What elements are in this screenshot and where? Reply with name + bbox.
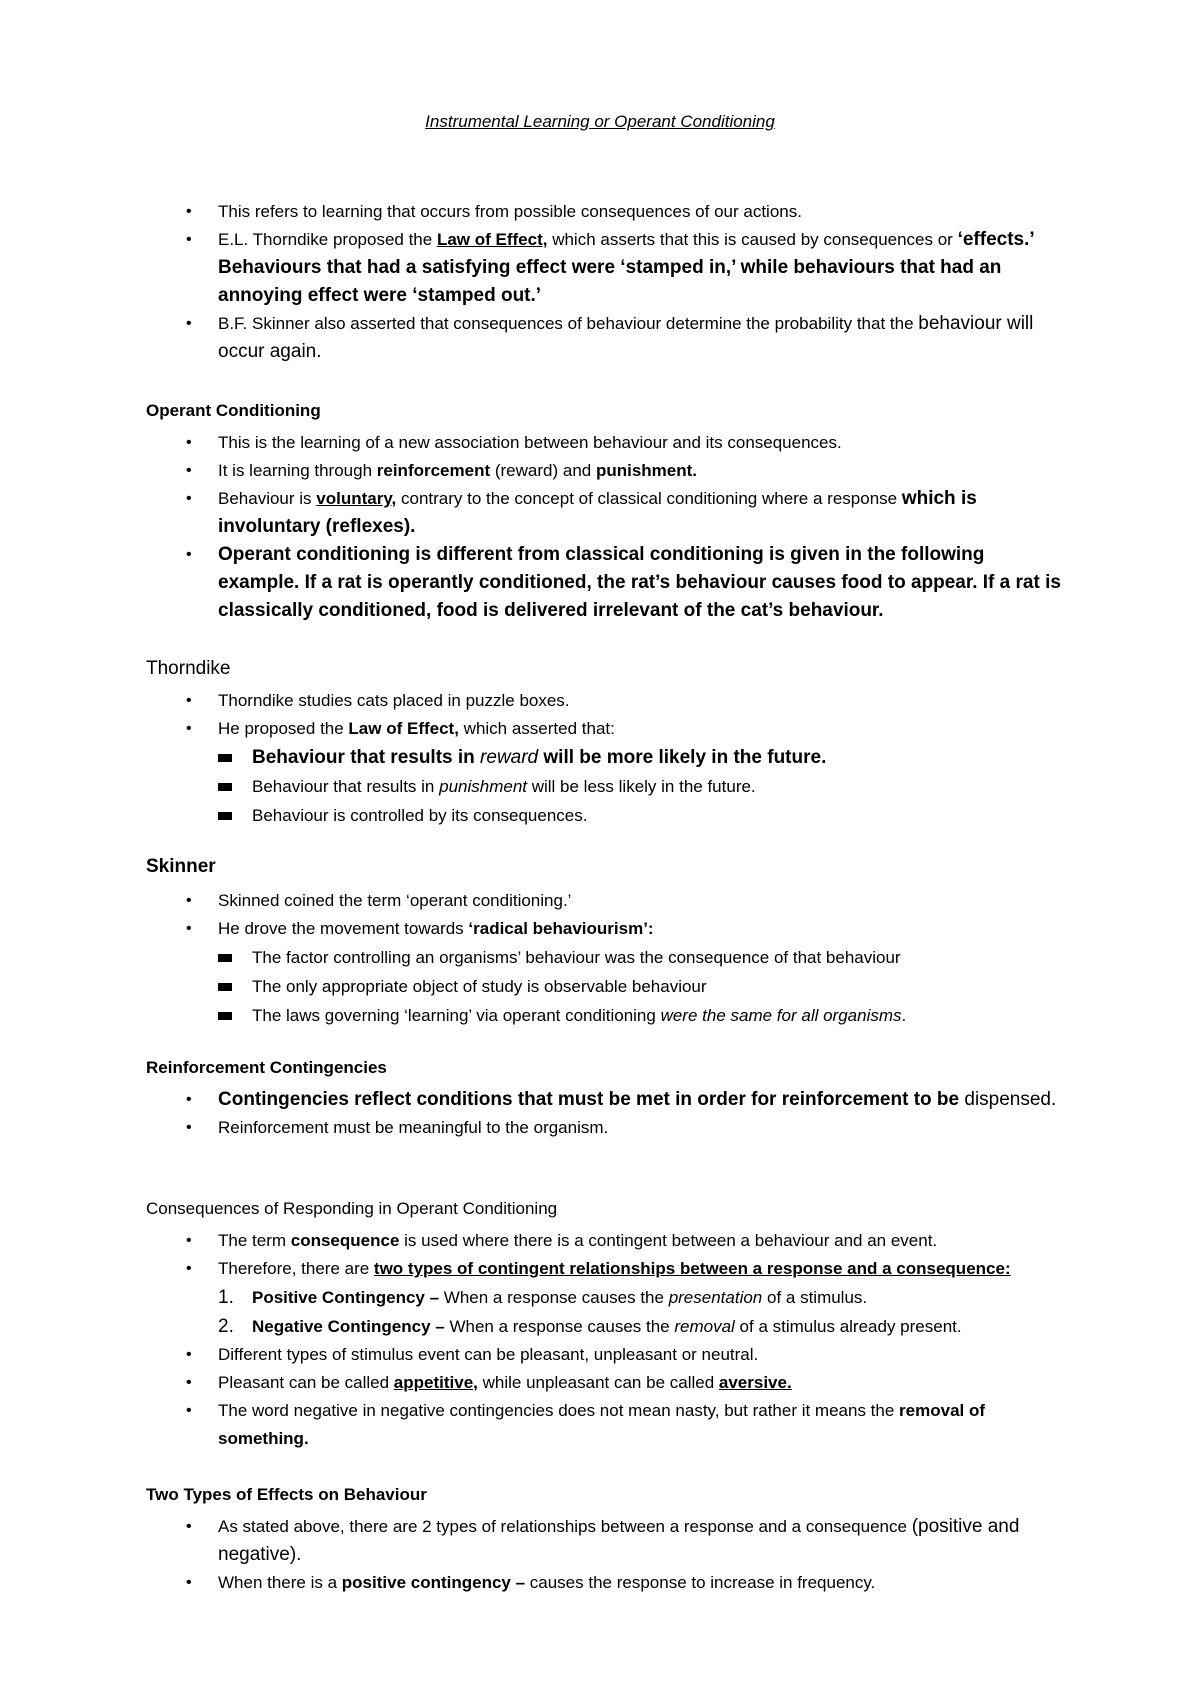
law-of-effect-term: Law of Effect,	[348, 719, 459, 738]
bullet-text: He proposed the	[218, 719, 349, 738]
list-item	[186, 310, 1066, 366]
list-item	[186, 541, 1066, 625]
sub-bullet-text: The laws governing ‘learning’ via operant conditioning	[252, 1006, 661, 1025]
bullet-text: which asserts that this is caused by consequences or	[547, 230, 958, 249]
bullet-text: E.L. Thorndike proposed the	[218, 230, 437, 249]
bullet-text: is used where there is a contingent between a behaviour and an event.	[399, 1231, 938, 1250]
skinner-list	[186, 887, 1066, 1030]
list-item	[186, 226, 1066, 310]
bullet-text: B.F. Skinner also asserted that consequences of behaviour determine the probability that the	[218, 314, 919, 333]
bullet-text: He drove the movement towards	[218, 919, 469, 938]
section-heading-operant-conditioning: Operant Conditioning	[146, 401, 321, 420]
document-title: Instrumental Learning or Operant Conditioning	[425, 112, 775, 131]
bullet-text-emphasis: Contingencies reflect conditions that must be met in order for reinforcement to be	[218, 1089, 965, 1110]
bullet-text: When there is a	[218, 1573, 342, 1592]
item-text: When a response causes the	[439, 1288, 669, 1307]
reinforcement-list	[186, 1086, 1066, 1142]
term-positive-contingency: Positive Contingency –	[252, 1288, 440, 1307]
item-text: of a stimulus.	[762, 1288, 868, 1307]
bullet-text: dispensed.	[964, 1089, 1057, 1110]
list-item	[186, 1569, 1066, 1597]
bullet-text: This is the learning of a new association between behaviour and its consequences.	[218, 433, 842, 452]
sub-list-item	[218, 743, 1066, 772]
list-item	[186, 1513, 1066, 1569]
term-contingent-relationships: two types of contingent relationships between a response and a consequence:	[373, 1259, 1011, 1278]
item-number: 1.	[218, 1287, 234, 1308]
sub-bullet-text: will be less likely in the future.	[527, 777, 756, 796]
sub-bullet-italic: reward	[480, 747, 539, 768]
bullet-text: The word negative in negative contingencies does not mean nasty, but rather it means the	[218, 1401, 900, 1420]
bullet-text: while unpleasant can be called	[477, 1373, 719, 1392]
bullet-text: Thorndike studies cats placed in puzzle boxes.	[218, 691, 570, 710]
section-heading-two-types-of-effects: Two Types of Effects on Behaviour	[146, 1485, 427, 1504]
list-item	[186, 915, 1066, 1030]
thorndike-list	[186, 687, 1066, 830]
sub-bullet-text: .	[901, 1006, 907, 1025]
list-item	[186, 887, 1066, 915]
bullet-text: As stated above, there are 2 types of relationships between a response and a consequence	[218, 1517, 912, 1536]
bullet-text: Different types of stimulus event can be pleasant, unpleasant or neutral.	[218, 1345, 759, 1364]
term-reinforcement: reinforcement	[376, 461, 491, 480]
list-item	[186, 429, 1066, 457]
sub-bullet-text: will be more likely in the future.	[538, 747, 827, 768]
term-punishment: punishment.	[595, 461, 698, 480]
bullet-text: (reward) and	[490, 461, 596, 480]
list-item	[186, 687, 1066, 715]
term-voluntary: voluntary,	[316, 489, 397, 508]
bullet-text: Skinned coined the term ‘operant conditioning.’	[218, 891, 572, 910]
bullet-text-emphasis: Operant conditioning is different from classical conditioning is given in the following example. If a rat is operantly conditioned, the rat’s behaviour causes food to appear. If a rat is classically conditioned, food is delivered irrelevant of the cat’s behaviour.	[218, 544, 1061, 621]
sub-bullet-text: The factor controlling an organisms’ behaviour was the consequence of that behaviour	[252, 948, 901, 967]
bullet-text: The term	[218, 1231, 291, 1250]
item-text: When a response causes the	[444, 1317, 675, 1336]
bullet-text-emphasis: which is involuntary (reflexes).	[218, 488, 977, 537]
sub-list-item	[218, 1001, 1066, 1030]
bullet-text: Pleasant can be called	[218, 1373, 394, 1392]
bullet-text-emphasis: ‘effects.’ Behaviours that had a satisfying effect were ‘stamped in,’ while behaviours that had an annoying effect were ‘stamped out.’	[218, 229, 1034, 306]
term-positive-contingency: positive contingency –	[341, 1573, 526, 1592]
term-aversive: aversive.	[718, 1373, 792, 1392]
operant-list	[186, 429, 1066, 625]
item-text: of a stimulus already present.	[734, 1317, 962, 1336]
law-of-effect-term: Law of Effect,	[436, 230, 548, 249]
bullet-text: (positive and negative).	[218, 1516, 1020, 1565]
effects-list	[186, 1513, 1066, 1597]
sub-bullet-italic: punishment	[439, 777, 527, 796]
thorndike-sublist	[218, 743, 1066, 830]
section-heading-thorndike: Thorndike	[146, 658, 231, 679]
sub-list-item	[218, 972, 1066, 1001]
consequences-list	[186, 1227, 1066, 1453]
sub-list-item	[218, 772, 1066, 801]
term-appetitive: appetitive,	[393, 1373, 478, 1392]
term-negative-contingency: Negative Contingency –	[252, 1317, 445, 1336]
intro-list	[186, 198, 1066, 366]
list-item	[186, 1341, 1066, 1369]
sub-bullet-italic: were the same for all organisms	[660, 1006, 902, 1025]
sub-list-item	[218, 943, 1066, 972]
numbered-item	[218, 1283, 1066, 1312]
section-heading-consequences: Consequences of Responding in Operant Conditioning	[146, 1199, 558, 1218]
bullet-text: contrary to the concept of classical conditioning where a response	[396, 489, 902, 508]
sub-bullet-text: Behaviour that results in	[252, 777, 440, 796]
bullet-text: Reinforcement must be meaningful to the organism.	[218, 1118, 609, 1137]
bullet-text: behaviour will occur again.	[218, 313, 1034, 362]
skinner-sublist	[218, 943, 1066, 1030]
item-italic: presentation	[668, 1288, 763, 1307]
list-item	[186, 1227, 1066, 1255]
sub-bullet-text: The only appropriate object of study is observable behaviour	[252, 977, 707, 996]
term-radical-behaviourism: ‘radical behaviourism’:	[468, 919, 654, 938]
sub-bullet-text: Behaviour that results in	[252, 747, 481, 768]
item-italic: removal	[674, 1317, 735, 1336]
numbered-item	[218, 1312, 1066, 1341]
sub-list-item	[218, 801, 1066, 830]
list-item	[186, 715, 1066, 830]
list-item	[186, 1369, 1066, 1397]
bullet-text: It is learning through	[218, 461, 377, 480]
section-heading-reinforcement-contingencies: Reinforcement Contingencies	[146, 1058, 387, 1077]
term-removal: removal of something.	[218, 1401, 986, 1448]
list-item	[186, 1255, 1066, 1341]
bullet-text: Behaviour is	[218, 489, 317, 508]
bullet-text: which asserted that:	[458, 719, 615, 738]
contingency-numbered-list	[218, 1283, 1066, 1341]
bullet-text: This refers to learning that occurs from possible consequences of our actions.	[218, 202, 802, 221]
sub-bullet-text: Behaviour is controlled by its consequences.	[252, 806, 588, 825]
list-item	[186, 198, 1066, 226]
section-heading-skinner: Skinner	[146, 856, 216, 877]
list-item	[186, 1397, 1066, 1453]
term-consequence: consequence	[290, 1231, 400, 1250]
list-item	[186, 485, 1066, 541]
list-item	[186, 1086, 1066, 1114]
list-item	[186, 457, 1066, 485]
item-number: 2.	[218, 1316, 234, 1337]
bullet-text: Therefore, there are	[218, 1259, 374, 1278]
bullet-text: causes the response to increase in frequency.	[525, 1573, 876, 1592]
list-item	[186, 1114, 1066, 1142]
